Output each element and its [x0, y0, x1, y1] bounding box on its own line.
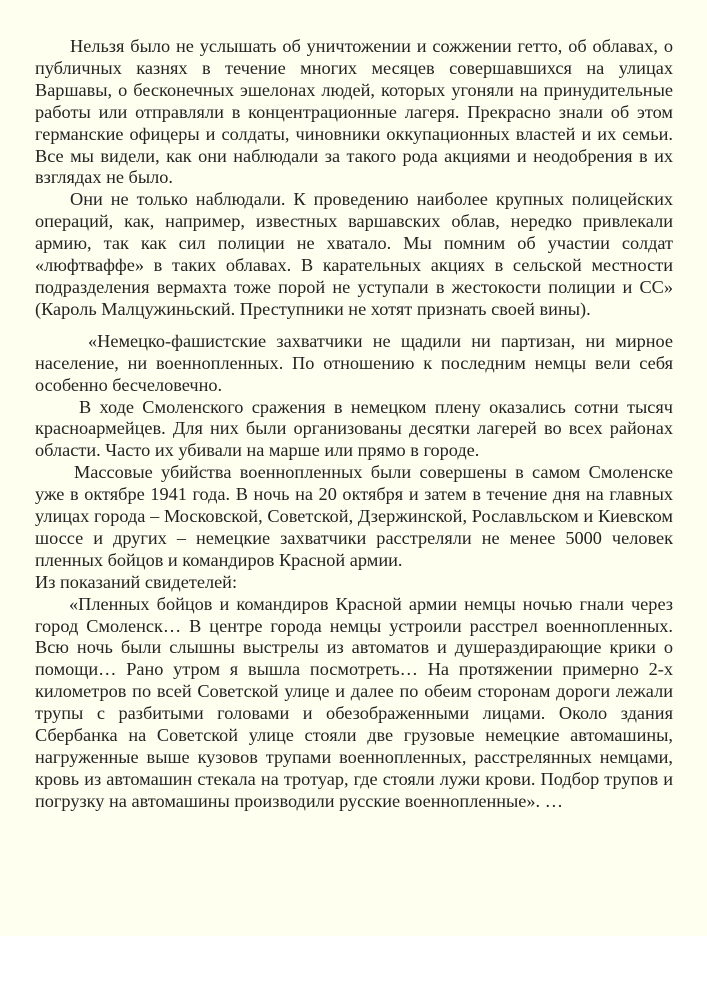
paragraph-ghetto: Нельзя было не услышать об уничтожении и сожжении гетто, об облавах, о публичных казнях в течение многих месяцев совершавшихся на улицах Варшавы, о бесконечных эшелонах людей, которых угоняли на принудительные работы или отправляли в концентрационные лагеря. Прекрасно знали об этом германские офицеры и солдаты, чиновники оккупационных властей и их семьи. Все мы видели, как они наблюдали за такого рода акциями и неодобрения в их взглядах не было. [35, 36, 673, 188]
paragraph-smolensk-battle: В ходе Смоленского сражения в немецком плену оказались сотни тысяч красноармейцев. Для них были организованы десятки лагерей во всех районах области. Часто их убивали на марше или прямо в городе. [35, 396, 673, 461]
paragraph-witness-quote: «Пленных бойцов и командиров Красной армии немцы ночью гнали через город Смоленск… В центре города немцы устроили расстрел военнопленных. Всю ночь были слышны выстрелы из автоматов и душераздирающие крики о помощи… Рано утром я вышла посмотреть… На протяжении примерно 2-х километров по всей Советской улице и далее по обеим сторонам дороги лежали трупы с разбитыми головами и обезображенными лицами. Около здания Сбербанка на Советской улице стояли две грузовые немецкие автомашины, нагруженные выше кузовов трупами военнопленных, расстрелянных немцами, кровь из автомашин стекала на тротуар, где стояли лужи крови. Подбор трупов и погрузку на автомашины производили русские военнопленные». … [35, 593, 673, 811]
document-body [35, 36, 673, 813]
paragraph-witness-heading: Из показаний свидетелей: [35, 571, 238, 592]
paragraph-observers: Они не только наблюдали. К проведению наиболее крупных полицейских операций, как, например, известных варшавских облав, нередко привлекали армию, так как сил полиции не хватало. Мы помним об участии солдат «люфтваффе» в таких облавах. В карательных акциях в сельской местности подразделения вермахта тоже порой не уступали в жестокости полиции и СС» (Кароль Малцужиньский. Преступники не хотят признать своей вины). [35, 189, 673, 319]
paragraph-mass-killings: Массовые убийства военнопленных были совершены в самом Смоленске уже в октябре 1941 года. В ночь на 20 октября и затем в течение дня на главных улицах города – Московской, Советской, Дзержинской, Рославльском и Киевском шоссе и других – немецкие захватчики расстреляли не менее 5000 человек пленных бойцов и командиров Красной армии. [35, 462, 673, 570]
paragraph-invaders: «Немецко-фашистские захватчики не щадили ни партизан, ни мирное население, ни военнопленных. По отношению к последним немцы вели себя особенно бесчеловечно. [35, 330, 673, 395]
